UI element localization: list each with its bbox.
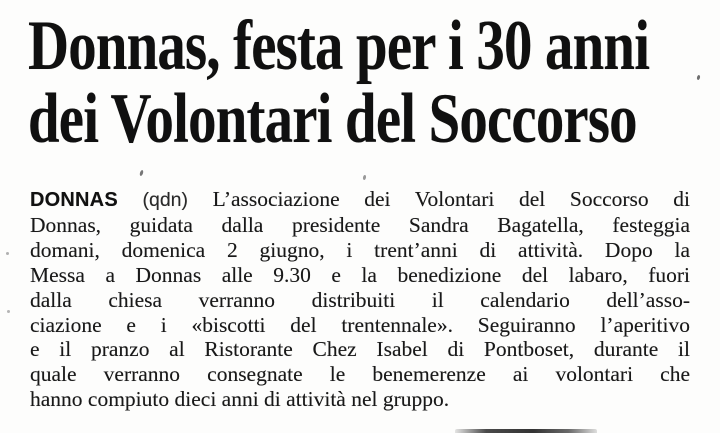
scan-speck	[6, 252, 9, 255]
body-line	[30, 313, 690, 338]
article-body	[30, 187, 690, 412]
body-text: domani, domenica 2 giugno, i trent’anni di attività. Dopo la	[30, 237, 690, 262]
body-line	[30, 387, 690, 412]
body-text: hanno compiuto dieci anni di attività nel gruppo.	[30, 387, 450, 412]
scan-speck	[363, 175, 367, 181]
headline-line-2: dei Volontari del Soccorso	[28, 80, 637, 158]
headline-line-1: Donnas, festa per i 30 anni	[28, 7, 650, 85]
dateline: DONNAS	[30, 189, 118, 211]
body-line	[30, 238, 690, 263]
scan-speck	[7, 310, 10, 313]
body-text: e il pranzo al Ristorante Chez Isabel di Pontboset, durante il	[30, 337, 690, 362]
body-text: quale verranno consegnate le benemerenze ai volontari che	[30, 362, 690, 387]
agency-credit: (qdn)	[142, 189, 189, 211]
body-line	[30, 263, 690, 288]
body-line	[30, 362, 690, 387]
body-text: Donnas, guidata dalla presidente Sandra Bagatella, festeggia	[30, 212, 690, 237]
body-text: Messa a Donnas alle 9.30 e la benedizione del labaro, fuori	[30, 262, 690, 287]
body-line	[30, 337, 690, 362]
body-line	[30, 213, 690, 238]
scan-artifact-bar	[455, 429, 597, 433]
body-text: ciazione e i «biscotti del trentennale». Seguiranno l’aperitivo	[30, 312, 690, 337]
body-text: L’associazione dei Volontari del Soccorso di	[212, 187, 691, 211]
body-text: dalla chiesa verranno distribuiti il calendario dell’asso-	[30, 287, 690, 312]
scan-speck	[139, 170, 144, 177]
body-line	[30, 187, 690, 213]
body-line	[30, 288, 690, 313]
article-headline	[28, 7, 718, 158]
